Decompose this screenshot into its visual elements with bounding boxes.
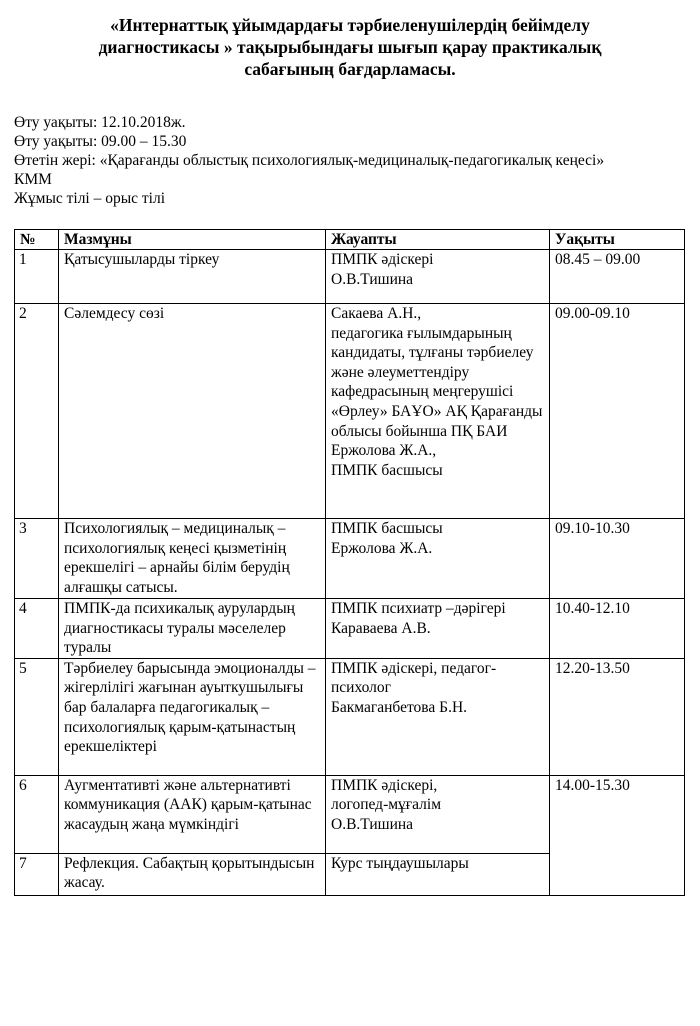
- row-time: 09.00-09.10: [550, 304, 685, 519]
- row-time: 12.20-13.50: [550, 658, 685, 775]
- row-responsible: ПМПК әдіскері, педагог-психолог Бакмаганбетова Б.Н.: [326, 658, 550, 775]
- row-time: 08.45 – 09.00: [550, 250, 685, 304]
- row-number: 6: [15, 775, 59, 853]
- table-row: [15, 304, 685, 519]
- event-time: Өту уақыты: 09.00 – 15.30: [14, 133, 187, 150]
- row-responsible: ПМПК әдіскері, логопед-мұғалім О.В.Тишина: [326, 775, 550, 853]
- row-time: 09.10-10.30: [550, 519, 685, 599]
- row-content: Тәрбиелеу барысында эмоционалды – жігерлілігі жағынан ауыткушылығы бар балаларға педагогикалық – психологиялық қарым-қатынастың ерекшеліктері: [59, 658, 326, 775]
- row-responsible: ПМПК басшысы Ержолова Ж.А.: [326, 519, 550, 599]
- title-line-3: сабағының бағдарламасы.: [244, 59, 456, 79]
- table-row: [15, 250, 685, 304]
- row-number: 7: [15, 853, 59, 895]
- row-number: 3: [15, 519, 59, 599]
- header-content: Мазмұны: [59, 230, 326, 250]
- event-date: Өту уақыты: 12.10.2018ж.: [14, 114, 186, 131]
- row-responsible: ПМПК психиатр –дәрігері Караваева А.В.: [326, 599, 550, 659]
- document-title: [30, 14, 670, 80]
- row-content: ПМПК-да психикалық аурулардың диагностикасы туралы мәселелер туралы: [59, 599, 326, 659]
- table-row: [15, 775, 685, 853]
- table-row: [15, 519, 685, 599]
- row-number: 4: [15, 599, 59, 659]
- row-responsible: Сакаева А.Н., педагогика ғылымдарының кандидаты, тұлғаны тәрбиелеу және әлеуметтендіру кафедрасының меңгерушісі «Өрлеу» БАҰО» АҚ Қарағанды облысы бойынша ПҚ БАИ Ержолова Ж.А., ПМПК басшысы: [326, 304, 550, 519]
- table-header-row: [15, 230, 685, 250]
- row-number: 5: [15, 658, 59, 775]
- event-place: Өтетін жері: «Қарағанды облыстық психологиялық-медициналық-педагогикалық кеңесі»: [14, 152, 605, 169]
- row-content: Сәлемдесу сөзі: [59, 304, 326, 519]
- row-responsible: Курс тыңдаушылары: [326, 853, 550, 895]
- row-content: Аугментативті және альтернативті коммуникация (ААК) қарым-қатынас жасаудың жаңа мүмкіндігі: [59, 775, 326, 853]
- table-row: [15, 599, 685, 659]
- row-time: 10.40-12.10: [550, 599, 685, 659]
- header-responsible: Жауапты: [326, 230, 550, 250]
- program-table: [14, 229, 685, 896]
- row-content: Психологиялық – медициналық – психологиялық кеңесі қызметінің ерекшелігі – арнайы білім берудің алғашқы сатысы.: [59, 519, 326, 599]
- row-responsible: ПМПК әдіскері О.В.Тишина: [326, 250, 550, 304]
- event-info: [14, 113, 694, 208]
- row-number: 1: [15, 250, 59, 304]
- table-row: [15, 658, 685, 775]
- header-number: №: [15, 230, 59, 250]
- row-content: Рефлекция. Сабақтың қорытындысын жасау.: [59, 853, 326, 895]
- event-place-continued: КММ: [14, 171, 52, 188]
- title-line-1: «Интернаттық ұйымдардағы тәрбиеленушілердің бейімделу: [110, 15, 590, 35]
- row-time: 14.00-15.30: [550, 775, 685, 895]
- event-language: Жұмыс тілі – орыс тілі: [14, 190, 166, 207]
- header-time: Уақыты: [550, 230, 685, 250]
- title-line-2: диагностикасы » тақырыбындағы шығып қарау практикалық: [98, 37, 602, 57]
- row-content: Қатысушыларды тіркеу: [59, 250, 326, 304]
- row-number: 2: [15, 304, 59, 519]
